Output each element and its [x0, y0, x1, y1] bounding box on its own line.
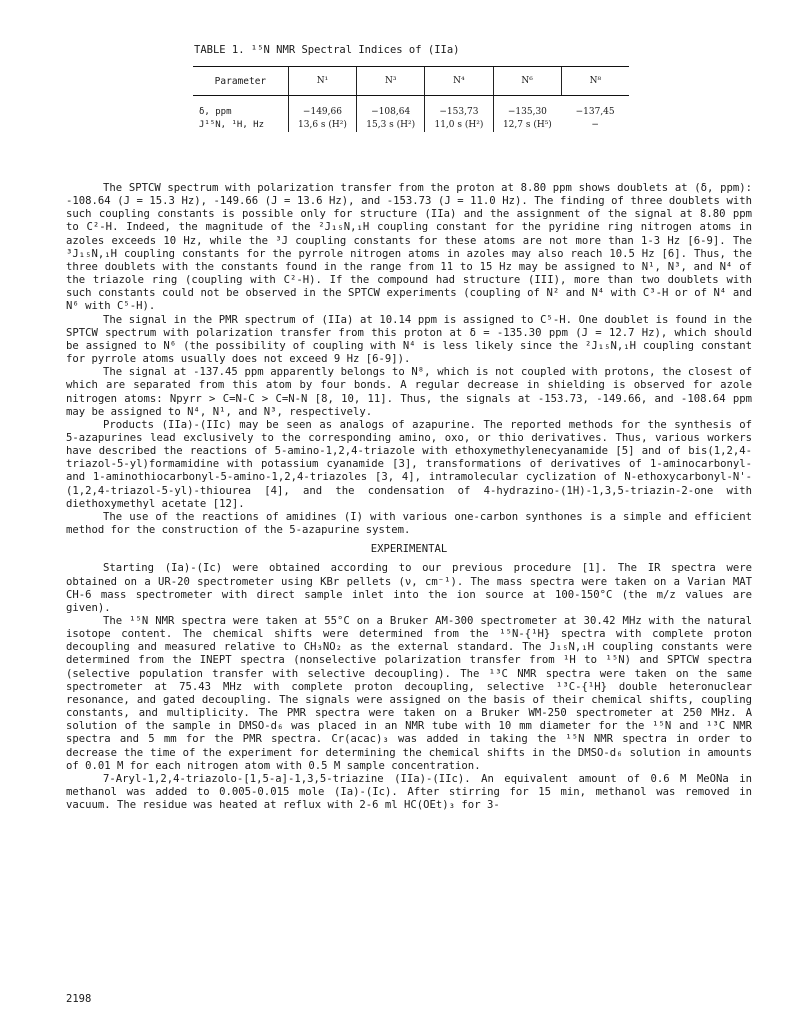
nmr-table: [193, 66, 629, 132]
table-header-cell: N³: [357, 67, 425, 96]
body-text: [66, 182, 752, 812]
paragraph: The signal at -137.45 ppm apparently belongs to N⁸, which is not coupled with protons, the closest of which are separated from this atom by four bonds. A regular decrease in shielding is observed for azole nitrogen atoms: Npyrr > C=N-C > C=N-N [8, 10, 11]. Thus, the signals at -153.73, -149.66, and -108.64 ppm may be assigned to N⁴, N¹, and N³, respectively.: [66, 366, 752, 418]
table-header-row: [193, 67, 629, 96]
table-row-label: δ, ppm: [199, 107, 232, 117]
table-header-cell: Parameter: [193, 67, 288, 96]
paragraph: The signal in the PMR spectrum of (IIa) at 10.14 ppm is assigned to C⁵-H. One doublet is found in the SPTCW spectrum with polarization transfer from this proton at δ = -135.30 ppm (J = 12.7 Hz), which should be assigned to N⁶ (the possibility of coupling with N⁴ is less likely since the ²J₁₅N,₁H coupling constant for pyrrole atoms usually does not exceed 9 Hz [6-9]).: [66, 313, 752, 366]
table-cell: 12,7 s (H⁵): [493, 119, 561, 132]
paragraph: 7-Aryl-1,2,4-triazolo-[1,5-a]-1,3,5-triazine (IIa)-(IIc). An equivalent amount of 0.6 M MeONa in methanol was added to 0.005-0.015 mole (Ia)-(Ic). After stirring for 15 min, methanol was removed in vacuum. The residue was heated at reflux with 2-6 ml HC(OEt)₃ for 3-: [66, 772, 752, 812]
paragraph: The ¹⁵N NMR spectra were taken at 55°C on a Bruker AM-300 spectrometer at 30.42 MHz with the natural isotope content. The chemical shifts were determined from the ¹⁵N-{¹H} spectra with complete proton decoupling and measured relative to CH₃NO₂ as the external standard. The J₁₅N,₁H coupling constants were determined from the INEPT spectra (nonselective polarization transfer from ¹H to ¹⁵N) and SPTCW spectra (selective population transfer with selective decoupling). The ¹³C NMR spectra were taken on the same spectrometer at 75.43 MHz with complete proton decoupling, selective ¹³C-{¹H} double heteronuclear resonance, and gated decoupling. The signals were assigned on the basis of their chemical shifts, coupling constants, and multiplicity. The PMR spectra were taken on a Bruker WM-250 spectrometer at 250 MHz. A solution of the sample in DMSO-d₆ was placed in an NMR tube with 10 mm diameter for the ¹⁵N and ¹³C NMR spectra and 5 mm for the PMR spectra. Cr(acac)₃ was added in taking the ¹⁵N NMR spectra in order to decrease the time of the experiment for determining the chemical shifts in the DMSO-d₆ solution in amounts of 0.01 M for each nitrogen atom with 0.5 M sample concentration.: [66, 615, 752, 772]
table-cell: −153,73: [425, 106, 493, 119]
table-cell: −: [591, 120, 599, 130]
table-cell: −149,66: [288, 106, 356, 119]
table-cell: −137,45: [575, 107, 615, 117]
paragraph: The use of the reactions of amidines (I) with various one-carbon synthones is a simple and efficient method for the construction of the 5-azapurine system.: [66, 510, 752, 537]
table-header-cell: N⁴: [425, 67, 493, 96]
table-header-cell: N⁶: [493, 67, 561, 96]
table-header-cell: N⁸: [561, 67, 629, 96]
paragraph: Products (IIa)-(IIc) may be seen as analogs of azapurine. The reported methods for the synthesis of 5-azapurines lead exclusively to the corresponding amino, oxo, or thio derivatives. Thus, various workers have described the reactions of 5-amino-1,2,4-triazole with ethoxymethylenecyanamide [5] and of bis(1,2,4-triazol-5-yl)formamidine with potassium cyanamide [3], transformations of derivatives of 1-aminocarbonyl- and 1-aminothiocarbonyl-5-amino-1,2,4-triazoles [3, 4], intramolecular cyclization of N-ethoxycarbonyl-N'-(1,2,4-triazol-5-yl)-thiourea [4], and the condensation of 4-hydrazino-(1H)-1,3,5-triazin-2-one with diethoxymethyl acetate [12].: [66, 418, 752, 510]
table-cell: 11,0 s (H²): [425, 119, 493, 132]
section-heading: EXPERIMENTAL: [370, 543, 448, 556]
table-cell: −108,64: [357, 106, 425, 119]
table-row-label: J¹⁵N, ¹H, Hz: [199, 120, 265, 130]
table-cell: −135,30: [493, 106, 561, 119]
table-row: [193, 106, 629, 119]
paragraph: The SPTCW spectrum with polarization transfer from the proton at 8.80 ppm shows doublets at (δ, ppm): -108.64 (J = 15.3 Hz), -149.66 (J = 13.6 Hz), and -153.73 (J = 11.0 Hz). The finding of three doublets with such coupling constants is possible only for structure (IIa) and the assignment of the signal at 8.80 ppm to C²-H. Indeed, the magnitude of the ²J₁₅N,₁H coupling constant for the pyridine ring nitrogen atoms in azoles exceeds 10 Hz, while the ³J coupling constants for these atoms are not more than 1-3 Hz [6-9]. The ³J₁₅N,₁H coupling constants for the pyrrole nitrogen atoms in azoles may also reach 10.5 Hz [6]. Thus, the three doublets with the constants found in the range from 11 to 15 Hz may be assigned to N¹, N³, and N⁴ of the triazole ring (coupling with C²-H). If the compound had structure (III), more than two doublets with such constants could not be observed in the SPTCW experiments (coupling of N² and N⁴ with C³-H or of N⁴ and N⁶ with C⁵-H).: [66, 182, 752, 313]
table-caption: TABLE 1. ¹⁵N NMR Spectral Indices of (IIa): [194, 44, 460, 56]
paragraph: Starting (Ia)-(Ic) were obtained according to our previous procedure [1]. The IR spectra were obtained on a UR-20 spectrometer using KBr pellets (ν, cm⁻¹). The mass spectra were taken on a Varian MAT CH-6 mass spectrometer with direct sample inlet into the ion source at 100-150°C (the m/z values are given).: [66, 562, 752, 614]
page-number: 2198: [66, 993, 92, 1005]
table-row: [193, 119, 629, 132]
table-header-cell: N¹: [288, 67, 356, 96]
table-cell: 15,3 s (H²): [357, 119, 425, 132]
table-cell: 13,6 s (H²): [288, 119, 356, 132]
